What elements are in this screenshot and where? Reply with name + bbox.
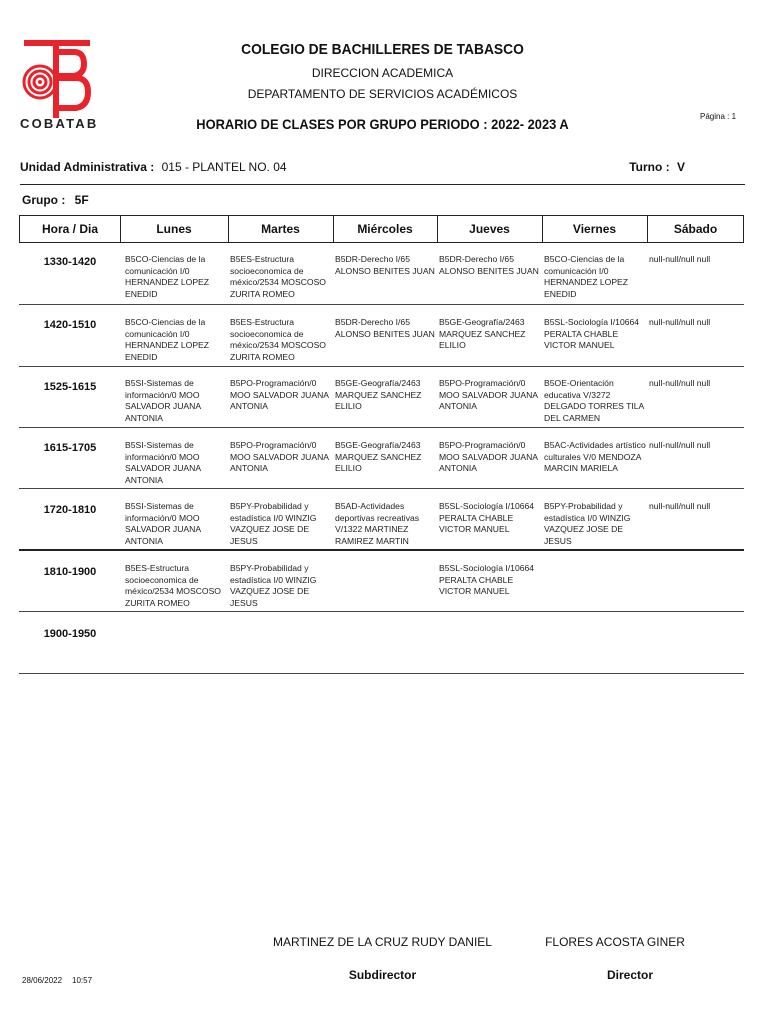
document-title: HORARIO DE CLASES POR GRUPO PERIODO : 2022- 2023 A bbox=[196, 116, 569, 132]
row-separator bbox=[19, 673, 744, 674]
hour-label: 1720-1810 bbox=[43, 504, 97, 516]
schedule-cell: B5CO-Ciencias de la comunicación I/0 HERNANDEZ LOPEZ ENEDID bbox=[125, 317, 210, 362]
schedule-cell: B5PO-Programación/0 MOO SALVADOR JUANA ANTONIA bbox=[230, 378, 329, 411]
hour-label: 1330-1420 bbox=[43, 256, 97, 268]
row-separator bbox=[19, 488, 744, 489]
row-separator bbox=[19, 611, 744, 612]
department-name: DEPARTAMENTO DE SERVICIOS ACADÉMICOS bbox=[247, 87, 518, 101]
direction-name: DIRECCION ACADEMICA bbox=[311, 66, 454, 80]
turno-value: V bbox=[676, 160, 685, 174]
group-label: Grupo : bbox=[22, 193, 66, 207]
role-director: Director bbox=[606, 968, 653, 982]
role-subdirector: Subdirector bbox=[348, 968, 417, 982]
header-sabado: Sábado bbox=[673, 222, 718, 236]
schedule-cell: B5PO-Programación/0 MOO SALVADOR JUANA ANTONIA bbox=[439, 378, 538, 411]
schedule-cell: B5SL-Sociología I/10664 PERALTA CHABLE VICTOR MANUEL bbox=[439, 563, 535, 596]
hour-label: 1420-1510 bbox=[43, 319, 97, 331]
row-separator bbox=[19, 304, 744, 305]
header-martes: Martes bbox=[261, 222, 300, 236]
schedule-cell: B5DR-Derecho I/65 ALONSO BENITES JUAN bbox=[335, 254, 435, 276]
header-hora-dia: Hora / Dia bbox=[41, 222, 98, 236]
schedule-cell: B5PY-Probabilidad y estadística I/0 WINZIG VAZQUEZ JOSE DE JESUS bbox=[544, 501, 631, 546]
header-miercoles: Miércoles bbox=[357, 222, 413, 236]
schedule-cell: B5PO-Programación/0 MOO SALVADOR JUANA ANTONIA bbox=[439, 440, 538, 473]
header-viernes: Viernes bbox=[572, 222, 617, 236]
schedule-cell: B5ES-Estructura socioeconomica de méxico/2534 MOSCOSO ZURITA ROMEO bbox=[230, 254, 326, 299]
logo-text: COBATAB bbox=[20, 116, 99, 131]
schedule-cell: null-null/null null bbox=[649, 378, 711, 388]
unit-label: Unidad Administrativa : bbox=[20, 160, 155, 174]
unit-row bbox=[20, 160, 745, 185]
schedule-cell: B5ES-Estructura socioeconomica de méxico/2534 MOSCOSO ZURITA ROMEO bbox=[230, 317, 326, 362]
schedule-cell: B5SL-Sociología I/10664 PERALTA CHABLE VICTOR MANUEL bbox=[544, 317, 640, 350]
schedule-cell: B5GE-Geografía/2463 MARQUEZ SANCHEZ ELILIO bbox=[439, 317, 526, 350]
schedule-cell: B5CO-Ciencias de la comunicación I/0 HERNANDEZ LOPEZ ENEDID bbox=[544, 254, 629, 299]
schedule-cell: null-null/null null bbox=[649, 440, 711, 450]
schedule-cell: null-null/null null bbox=[649, 254, 711, 264]
schedule-cell: B5SI-Sistemas de información/0 MOO SALVADOR JUANA ANTONIA bbox=[125, 501, 201, 546]
schedule-cell: null-null/null null bbox=[649, 501, 711, 511]
print-date: 28/06/2022 bbox=[22, 976, 63, 985]
hour-label: 1525-1615 bbox=[43, 381, 97, 393]
print-time: 10:57 bbox=[72, 976, 93, 985]
schedule-cell: B5GE-Geografía/2463 MARQUEZ SANCHEZ ELILIO bbox=[335, 440, 422, 473]
schedule-cell: B5AD-Actividades deportivas recreativas V/1322 MARTINEZ RAMIREZ MARTIN bbox=[335, 501, 420, 546]
schedule-cell: B5PO-Programación/0 MOO SALVADOR JUANA ANTONIA bbox=[230, 440, 329, 473]
school-name: COLEGIO DE BACHILLERES DE TABASCO bbox=[241, 41, 524, 58]
hour-label: 1810-1900 bbox=[43, 566, 97, 578]
schedule-cell: null-null/null null bbox=[649, 317, 711, 327]
signer-subdirector: MARTINEZ DE LA CRUZ RUDY DANIEL bbox=[273, 935, 492, 949]
page-number: Página : 1 bbox=[700, 112, 737, 121]
hour-label: 1615-1705 bbox=[43, 442, 97, 454]
schedule-cell: B5OE-Orientación educativa V/3272 DELGADO TORRES TILA DEL CARMEN bbox=[544, 378, 644, 423]
header-lunes: Lunes bbox=[156, 222, 192, 236]
schedule-cell: B5DR-Derecho I/65 ALONSO BENITES JUAN bbox=[439, 254, 539, 276]
unit-value: 015 - PLANTEL NO. 04 bbox=[161, 160, 287, 174]
schedule-cell: B5SL-Sociología I/10664 PERALTA CHABLE VICTOR MANUEL bbox=[439, 501, 535, 534]
turno-label: Turno : bbox=[629, 160, 670, 174]
schedule-cell: B5PY-Probabilidad y estadística I/0 WINZIG VAZQUEZ JOSE DE JESUS bbox=[230, 563, 317, 608]
schedule-cell: B5DR-Derecho I/65 ALONSO BENITES JUAN bbox=[335, 317, 435, 339]
header-jueves: Jueves bbox=[469, 222, 510, 236]
hour-label: 1900-1950 bbox=[43, 628, 97, 640]
row-separator bbox=[19, 549, 744, 551]
schedule-cell: B5SI-Sistemas de información/0 MOO SALVADOR JUANA ANTONIA bbox=[125, 440, 201, 485]
signer-director: FLORES ACOSTA GINER bbox=[545, 935, 685, 949]
row-separator bbox=[19, 366, 744, 367]
turno bbox=[629, 160, 685, 174]
group-value: 5F bbox=[74, 193, 89, 207]
schedule-cell: B5GE-Geografía/2463 MARQUEZ SANCHEZ ELILIO bbox=[335, 378, 422, 411]
schedule-cell: B5CO-Ciencias de la comunicación I/0 HERNANDEZ LOPEZ ENEDID bbox=[125, 254, 210, 299]
row-separator bbox=[19, 427, 744, 428]
group-info bbox=[22, 193, 89, 207]
schedule-cell: B5SI-Sistemas de información/0 MOO SALVADOR JUANA ANTONIA bbox=[125, 378, 201, 423]
schedule-cell: B5PY-Probabilidad y estadística I/0 WINZIG VAZQUEZ JOSE DE JESUS bbox=[230, 501, 317, 546]
logo-emblem-icon bbox=[18, 38, 96, 120]
schedule-cell: B5ES-Estructura socioeconomica de méxico/2534 MOSCOSO ZURITA ROMEO bbox=[125, 563, 221, 608]
schedule-cell: B5AC-Actividades artístico culturales V/0 MENDOZA MARCIN MARIELA bbox=[544, 440, 646, 473]
